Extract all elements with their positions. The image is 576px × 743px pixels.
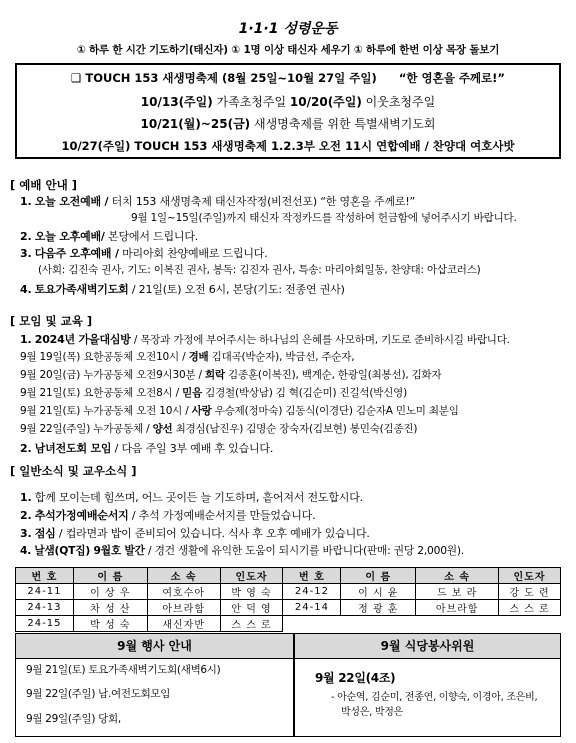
- volunteers-box: [294, 633, 561, 737]
- table-cell: 스 스 로: [499, 600, 561, 616]
- item-label: 추석가정예배순서지: [34, 509, 129, 522]
- table-cell: 이 시 윤: [341, 584, 416, 600]
- empty-cell: [283, 616, 341, 632]
- volunteer-names-2: 박성은, 박정은: [341, 707, 403, 718]
- item-number: 1.: [20, 333, 32, 346]
- events-heading: 9월 행사 안내: [16, 634, 293, 659]
- item-number: 2.: [20, 230, 32, 243]
- news-item-2: [20, 507, 315, 523]
- visit-schedule: 9월 21일(토) 요한공동체 오전8시 /: [20, 387, 183, 399]
- item-number: 2.: [20, 442, 32, 455]
- table-cell: 이 상 우: [73, 584, 147, 600]
- table-cell: 새신자반: [147, 616, 220, 632]
- visit-row: [20, 349, 354, 364]
- touch-invite-row: [17, 93, 559, 110]
- visit-group: 희락: [205, 369, 225, 381]
- event-item: 9월 21일(토) 토요가족새벽기도회(새벽6시): [26, 664, 221, 676]
- visit-group: 경배: [188, 351, 209, 363]
- table-row: [16, 600, 561, 616]
- worship-item-3-cont: (사회: 김진숙 권사, 기도: 이복진 권사, 봉독: 김진자 권사, 특송: 마리아회일동, 찬양대: 아삽코러스): [38, 264, 481, 276]
- header-cell: 번 호: [283, 568, 341, 584]
- worship-item-2: [20, 228, 198, 244]
- item-text: 본당에서 드립니다.: [104, 230, 199, 243]
- prayer-dates: 10/21(월)~25(금): [140, 117, 251, 131]
- visit-schedule: 9월 20일(금) 누가공동체 오전9시30분 /: [20, 369, 206, 381]
- header-cell: 소 속: [147, 568, 220, 584]
- meetings-item-1: [20, 331, 510, 347]
- visit-row: [20, 367, 441, 382]
- table-cell: 여호수아: [147, 584, 220, 600]
- news-item-3: [20, 525, 370, 541]
- event-item: 9월 22일(주일) 남.여전도회모임: [26, 688, 171, 700]
- item-number: 2.: [20, 509, 32, 522]
- item-text: 합께 모이는데 힘쓰며, 어느 곳이든 늘 기도하며, 흩어져서 전도합시다.: [34, 491, 363, 504]
- item-text: / 컵라면과 밥이 준비되어 있습니다. 식사 후 오후 예배가 있습니다.: [55, 527, 370, 540]
- worship-item-4: [20, 281, 345, 297]
- item-label: 남녀전도회 모임: [34, 442, 112, 455]
- visit-schedule: 9월 21일(토) 누가공동체 오전 10시 /: [20, 405, 192, 417]
- table-cell: 드 보 라: [416, 584, 499, 600]
- visit-group: 믿음: [182, 387, 203, 399]
- news-item-1: [20, 489, 363, 505]
- item-label: 토요가족새벽기도회: [34, 283, 129, 296]
- visit-members: 우승제(정마숙) 김동식(이경단) 김순자A 민노미 최분임: [211, 405, 459, 417]
- meetings-heading: [ 모임 및 교육 ]: [10, 314, 93, 328]
- family-invite-date: 10/13(주일): [140, 95, 213, 109]
- new-members-table: [15, 567, 561, 632]
- touch-slogan: “한 영혼을 주께로!”: [398, 71, 505, 85]
- item-number: 4.: [20, 283, 32, 296]
- table-cell: 24-12: [283, 584, 341, 600]
- visit-members: 김대곡(박순자), 박금선, 주순자,: [208, 351, 355, 363]
- volunteer-names-1: - 아순역, 김순미, 전종연, 이향숙, 이경아, 조은비,: [331, 692, 538, 703]
- empty-cell: [341, 616, 416, 632]
- touch-festival-box: [15, 63, 561, 159]
- empty-cell: [499, 616, 561, 632]
- header-cell: 소 속: [416, 568, 499, 584]
- volunteers-heading: 9월 식당봉사위원: [295, 634, 560, 659]
- volunteer-date: 9월 22일(4조): [315, 671, 396, 685]
- events-box: [15, 633, 294, 737]
- visit-group: 사랑: [191, 405, 212, 417]
- touch-prayer-row: [17, 115, 559, 132]
- item-label: 오늘 오후예배/: [34, 230, 105, 243]
- news-item-4: [20, 543, 464, 558]
- table-cell: 정 광 훈: [341, 600, 416, 616]
- table-cell: 박 영 숙: [220, 584, 283, 600]
- table-header-row: [16, 568, 561, 584]
- item-number: 4.: [20, 544, 32, 557]
- item-number: 1.: [20, 491, 32, 504]
- header-cell: 인도자: [220, 568, 283, 584]
- worship-heading: [ 예배 안내 ]: [10, 178, 77, 192]
- header-cell: 이 름: [73, 568, 147, 584]
- worship-item-1-cont: 9월 1일~15일(주일)까지 태신자 작정카드를 작성하여 헌금함에 넣어주시기 바랍니다.: [131, 212, 517, 224]
- item-label: 다음주 오후예배 /: [34, 247, 119, 260]
- table-cell: 안 덕 영: [220, 600, 283, 616]
- table-cell: 강 도 련: [499, 584, 561, 600]
- checkbox-icon: ❑: [71, 71, 82, 85]
- worship-item-1: [20, 193, 415, 209]
- item-text: 마리아회 찬양예배로 드립니다.: [118, 247, 268, 260]
- meetings-item-2: [20, 440, 273, 456]
- item-number: 3.: [20, 247, 32, 260]
- table-cell: 24-11: [16, 584, 74, 600]
- header-cell: 이 름: [341, 568, 416, 584]
- table-cell: 아브라함: [416, 600, 499, 616]
- visit-schedule: 9월 22일(주일) 누가공동체 /: [20, 423, 153, 435]
- visit-row: [20, 385, 407, 400]
- visit-group: 양선: [152, 423, 173, 435]
- table-cell: 24-15: [16, 616, 74, 632]
- empty-cell: [416, 616, 499, 632]
- item-number: 1.: [20, 195, 32, 208]
- neighbor-invite-text: 이웃초청주일: [361, 95, 436, 109]
- header-cell: 인도자: [499, 568, 561, 584]
- news-heading: [ 일반소식 및 교우소식 ]: [10, 464, 137, 478]
- item-label: 오늘 오전예배 /: [34, 195, 109, 208]
- table-cell: 스 스 로: [220, 616, 283, 632]
- table-cell: 24-14: [283, 600, 341, 616]
- event-item: 9월 29일(주일) 당회,: [26, 713, 121, 725]
- neighbor-invite-date: 10/20(주일): [289, 95, 362, 109]
- table-row: [16, 616, 561, 632]
- table-cell: 아브라함: [147, 600, 220, 616]
- goals-line: ① 하루 한 시간 기도하기(태신자) ① 1명 이상 태신자 세우기 ① 하루에 한번 이상 목장 돌보기: [76, 44, 500, 56]
- visit-members: 김경철(박상남) 김 혁(김순미) 진길석(박신영): [202, 387, 407, 399]
- visit-members: 김종훈(이복진), 백계순, 한광일(최봉선), 김화자: [224, 369, 442, 381]
- item-label: 2024년 가을대심방: [34, 333, 131, 346]
- page-title: 1·1·1 성령운동: [238, 21, 338, 37]
- visit-schedule: 9월 19일(목) 요한공동체 오전10시 /: [20, 351, 189, 363]
- item-text: 터치 153 새생명축제 태신자작정(비전선포) “한 영혼을 주께로!”: [108, 195, 416, 208]
- item-text: / 다음 주일 3부 예배 후 있습니다.: [111, 442, 274, 455]
- visit-row: [20, 403, 459, 418]
- table-cell: 24-13: [16, 600, 74, 616]
- visit-row: [20, 421, 417, 436]
- item-text: / 추석 가정예배순서지를 만들었습니다.: [128, 509, 316, 522]
- prayer-text: 새생명축제를 위한 특별새벽기도회: [250, 117, 436, 131]
- item-text: / 목장과 가정에 부어주시는 하나님의 은혜를 사모하며, 기도로 준비하시길 바랍니다.: [130, 334, 510, 346]
- item-label: 날샘(QT집) 9월호 발간: [34, 544, 145, 557]
- visit-members: 최경심(남진우) 김명순 장숙자(김보현) 봉민숙(김종진): [172, 423, 418, 435]
- touch-headline-row: [17, 70, 559, 86]
- item-number: 3.: [20, 527, 32, 540]
- family-invite-text: 가족초청주일: [212, 95, 290, 109]
- item-text: / 경건 생활에 유익한 도움이 되시기를 바랍니다(판매: 권당 2,000원).: [144, 544, 465, 557]
- table-cell: 차 성 산: [73, 600, 147, 616]
- table-cell: 박 성 숙: [73, 616, 147, 632]
- table-row: [16, 584, 561, 600]
- header-cell: 번 호: [16, 568, 74, 584]
- item-label: 점심: [34, 527, 56, 540]
- item-text: / 21일(토) 오전 6시, 본당(기도: 전종연 권사): [128, 283, 345, 296]
- touch-headline: TOUCH 153 새생명축제 (8월 25일~10월 27일 주일): [85, 71, 377, 85]
- worship-item-3: [20, 245, 268, 261]
- touch-service-row: 10/27(주일) TOUCH 153 새생명축제 1.2.3부 오전 11시 연합예배 / 찬양대 여호사밧: [61, 139, 515, 153]
